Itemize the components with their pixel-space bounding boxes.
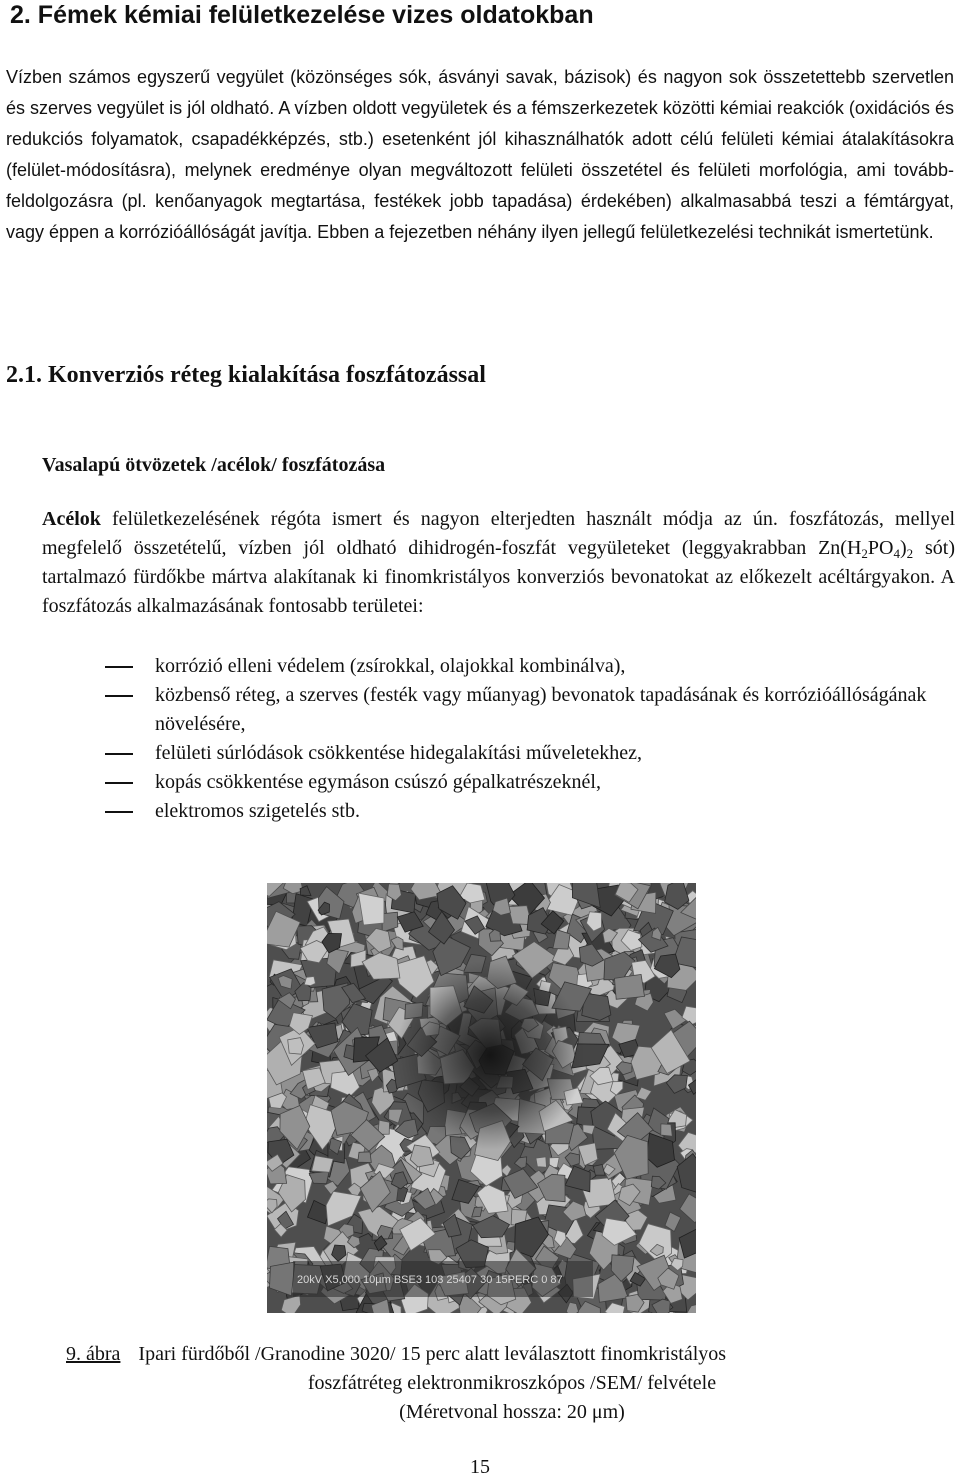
subsection-heading: Vasalapú ötvözetek /acélok/ foszfátozása: [42, 454, 386, 476]
list-item-text: korrózió elleni védelem (zsírokkal, olajokkal kombinálva),: [155, 655, 626, 677]
dash-bullet: [105, 811, 133, 813]
caption-line-3: (Méretvonal hossza: 20 μm): [399, 1401, 625, 1423]
subscript-1: 2: [861, 546, 868, 561]
dash-bullet: [105, 782, 133, 784]
caption-line-2: foszfátréteg elektronmikroszkópos /SEM/ felvétele: [307, 1372, 717, 1394]
dash-bullet: [105, 695, 133, 697]
caption-label: 9. ábra: [66, 1343, 121, 1365]
caption-text-1: Ipari fürdőből /Granodine 3020/ 15 perc alatt leválasztott finomkristályos: [138, 1343, 727, 1365]
chapter-heading: 2. Fémek kémiai felületkezelése vizes oldatokban: [10, 1, 594, 29]
list-item: [42, 739, 955, 768]
paragraph-lead: Acélok: [42, 508, 101, 530]
list-item-text: közbenső réteg, a szerves (festék vagy műanyag) bevonatok tapadásának és korrózióállóságának növelésére,: [155, 684, 927, 735]
sem-overlay-text: 20kV X5,000 10µm BSE3 103 25407 30 15PERC 0 87: [297, 1274, 563, 1286]
list-item-text: elektromos szigetelés stb.: [155, 800, 360, 822]
paragraph-text-1: felületkezelésének régóta ismert és nagyon elterjedten használt módja az ún. foszfátozás, mellyel megfelelő összetételű, vízben jól oldható dihidrogén-foszfát vegyületeket (leggyakrabban Zn(H: [42, 508, 955, 559]
list-item-text: felületi súrlódások csökkentése hidegalakítási műveletekhez,: [155, 742, 643, 764]
body-paragraph: [42, 505, 955, 621]
application-list: [42, 652, 955, 826]
list-item-text: kopás csökkentése egymáson csúszó gépalkatrészeknél,: [155, 771, 601, 793]
dash-bullet: [105, 753, 133, 755]
list-item: [42, 768, 955, 797]
list-item: [42, 681, 955, 739]
section-heading: 2.1. Konverziós réteg kialakítása foszfátozással: [6, 362, 486, 388]
paragraph-text-4: sót) tartalmazó fürdőkbe mártva alakítanak ki finomkristályos konverziós bevonatokat az előkezelt acéltárgyakon. A foszfátozás alkalmazásának fontosabb területei:: [42, 537, 956, 617]
intro-paragraph: Vízben számos egyszerű vegyület (közönséges sók, ásványi savak, bázisok) és nagyon sok összetettebb szervetlen és szerves vegyület is jól oldható. A vízben oldott vegyületek és a fémszerkezetek közötti kémiai reakciók (oxidációs és redukciós folyamatok, csapadékképzés, stb.) esetenként jól kihasználhatók adott célú felületi kémiai átalakításokra (felület-módosításra), melynek eredménye olyan megváltozott felületi összetétel és felületi morfológia, ami tovább-feldolgozásra (pl. kenőanyagok megtartása, festékek jobb tapadása) érdekében) alkalmasabbá teszi a fémtárgyat, vagy éppen a korrózióállóságát javítja. Ebben a fejezetben néhány ilyen jellegű felületkezelési technikát ismertetünk.: [6, 67, 954, 242]
dash-bullet: [105, 666, 133, 668]
sem-micrograph: [267, 883, 696, 1313]
paragraph-text-3: ): [900, 537, 907, 559]
list-item: [42, 652, 955, 681]
sem-micrograph-image: [267, 883, 696, 1313]
subscript-2: 4: [893, 546, 900, 561]
figure-caption: [42, 1340, 942, 1427]
list-item: [42, 797, 955, 826]
paragraph-text-2: PO: [867, 537, 894, 559]
page-number: 15: [470, 1456, 490, 1478]
caption-line-1: [66, 1340, 942, 1369]
subscript-3: 2: [906, 546, 914, 561]
